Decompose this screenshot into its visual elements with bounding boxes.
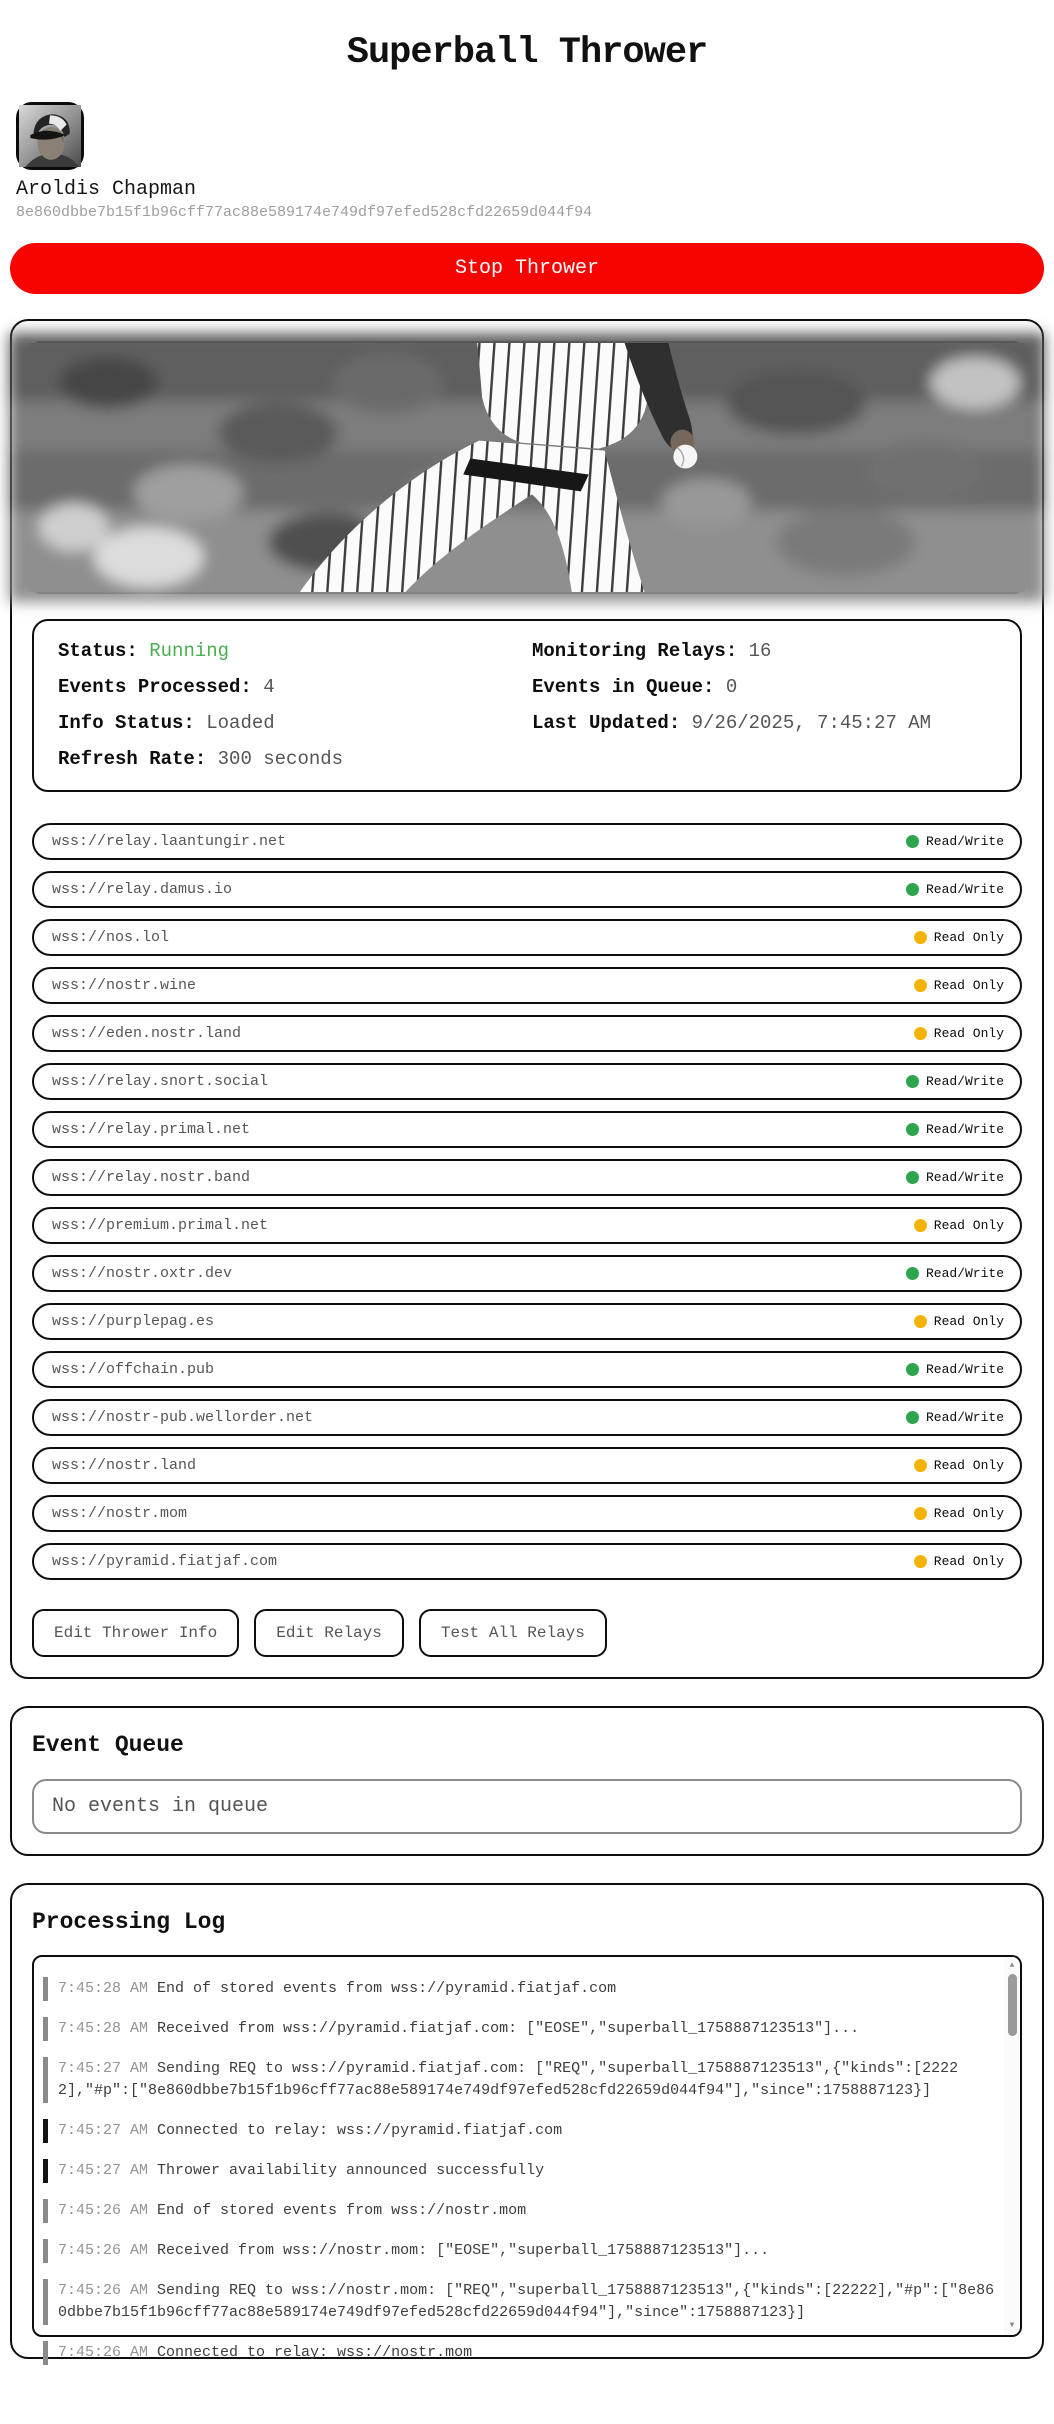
relay-item (32, 1159, 1022, 1196)
relay-access-label: Read Only (933, 1554, 1004, 1569)
relay-url: wss://nostr.oxtr.dev (52, 1265, 233, 1282)
relay-url: wss://eden.nostr.land (52, 1025, 242, 1042)
relay-url: wss://relay.snort.social (52, 1073, 269, 1090)
relay-item (32, 967, 1022, 1004)
relay-access-label: Read/Write (925, 1122, 1004, 1137)
action-buttons (32, 1609, 1022, 1657)
log-entry (43, 2279, 995, 2325)
relay-status-dot-icon (914, 1219, 927, 1232)
log-entry (43, 2199, 995, 2223)
relay-access-label: Read/Write (925, 882, 1004, 897)
status-value: 0 (725, 676, 738, 698)
relay-item (32, 1015, 1022, 1052)
log-entry (43, 2341, 995, 2365)
relay-item (32, 919, 1022, 956)
relay-access-label: Read/Write (925, 1170, 1004, 1185)
relay-item (32, 1255, 1022, 1292)
relay-url: wss://pyramid.fiatjaf.com (52, 1553, 278, 1570)
relay-item (32, 1063, 1022, 1100)
relay-access-label: Read Only (933, 1506, 1004, 1521)
relay-access-badge (906, 1410, 1004, 1425)
processing-log-card (10, 1883, 1044, 2359)
status-label: Events Processed: (58, 676, 252, 698)
status-label: Info Status: (58, 712, 195, 734)
relay-status-dot-icon (914, 1315, 927, 1328)
relay-item (32, 871, 1022, 908)
relay-access-badge (906, 1170, 1004, 1185)
relay-status-dot-icon (914, 1555, 927, 1568)
relay-access-badge (906, 1122, 1004, 1137)
log-message: Received from wss://pyramid.fiatjaf.com: ["EOSE","superball_1758887123513"]... (157, 2020, 860, 2037)
status-field (58, 746, 522, 773)
relay-access-badge (914, 1314, 1004, 1329)
relay-status-dot-icon (914, 979, 927, 992)
relay-status-dot-icon (906, 1363, 919, 1376)
relay-url: wss://purplepag.es (52, 1313, 215, 1330)
status-panel (32, 619, 1022, 792)
log-message: Sending REQ to wss://nostr.mom: ["REQ","superball_1758887123513",{"kinds":[22222],"#p":["8e860dbbe7b15f1b96cff77ac88e589174e749df97efed528cfd22659d044f94"],"since":1758887123}] (58, 2282, 995, 2321)
relay-access-label: Read Only (933, 1314, 1004, 1329)
log-message: Connected to relay: wss://nostr.mom (157, 2344, 473, 2361)
processing-log-title: Processing Log (32, 1909, 226, 1935)
relay-item (32, 1495, 1022, 1532)
status-field (58, 674, 522, 701)
log-timestamp: 7:45:26 AM (58, 2202, 149, 2219)
scrollbar-thumb[interactable] (1008, 1974, 1017, 2036)
action-button-edit-thrower-info[interactable]: Edit Thrower Info (32, 1609, 239, 1657)
status-field (58, 638, 522, 665)
relay-url: wss://relay.damus.io (52, 881, 233, 898)
relay-url: wss://nostr.wine (52, 977, 197, 994)
relay-url: wss://relay.primal.net (52, 1121, 251, 1138)
relay-item (32, 1447, 1022, 1484)
event-queue-card (10, 1706, 1044, 1856)
relay-url: wss://nostr-pub.wellorder.net (52, 1409, 314, 1426)
relay-access-badge (914, 930, 1004, 945)
profile-name: Aroldis Chapman (16, 178, 197, 201)
log-timestamp: 7:45:28 AM (58, 2020, 149, 2037)
log-timestamp: 7:45:27 AM (58, 2122, 149, 2139)
relay-access-badge (914, 1554, 1004, 1569)
relay-item (32, 1111, 1022, 1148)
log-scroll-area[interactable] (34, 1957, 1003, 2361)
relay-status-dot-icon (914, 1459, 927, 1472)
relay-url: wss://offchain.pub (52, 1361, 215, 1378)
status-label: Events in Queue: (532, 676, 715, 698)
relay-access-badge (906, 882, 1004, 897)
relay-list (32, 823, 1022, 1580)
thrower-card (10, 319, 1044, 1679)
processing-log-box (32, 1955, 1022, 2361)
relay-status-dot-icon (914, 1507, 927, 1520)
relay-access-label: Read/Write (925, 1410, 1004, 1425)
relay-url: wss://nostr.land (52, 1457, 197, 1474)
log-entry (43, 1977, 995, 2001)
scrollbar-up-arrow-icon[interactable]: ▲ (1009, 1961, 1015, 1970)
relay-access-label: Read/Write (925, 1362, 1004, 1377)
relay-item (32, 1207, 1022, 1244)
relay-item (32, 823, 1022, 860)
status-label: Status: (58, 640, 138, 662)
relay-url: wss://relay.laantungir.net (52, 833, 287, 850)
relay-access-badge (914, 1218, 1004, 1233)
avatar-photo (19, 105, 81, 167)
relay-status-dot-icon (906, 883, 919, 896)
log-entry (43, 2119, 995, 2143)
scrollbar-down-arrow-icon[interactable]: ▼ (1009, 2321, 1015, 2330)
log-scrollbar[interactable] (1004, 1957, 1020, 2335)
relay-item (32, 1399, 1022, 1436)
relay-item (32, 1351, 1022, 1388)
pitcher-image (34, 343, 1020, 592)
relay-status-dot-icon (906, 1267, 919, 1280)
status-label: Last Updated: (532, 712, 681, 734)
relay-access-badge (914, 978, 1004, 993)
relay-access-badge (914, 1506, 1004, 1521)
relay-url: wss://premium.primal.net (52, 1217, 269, 1234)
relay-access-badge (914, 1026, 1004, 1041)
relay-access-label: Read Only (933, 1218, 1004, 1233)
status-field (532, 710, 996, 737)
log-timestamp: 7:45:28 AM (58, 1980, 149, 1997)
status-label: Refresh Rate: (58, 748, 207, 770)
relay-access-label: Read/Write (925, 1266, 1004, 1281)
log-timestamp: 7:45:26 AM (58, 2344, 149, 2361)
status-value: 4 (263, 676, 275, 698)
action-button-test-all-relays[interactable]: Test All Relays (419, 1609, 607, 1657)
status-value: 16 (748, 640, 772, 662)
relay-item (32, 1303, 1022, 1340)
log-entry (43, 2017, 995, 2041)
log-message: Sending REQ to wss://pyramid.fiatjaf.com: ["REQ","superball_1758887123513",{"kinds":[22222],"#p":["8e860dbbe7b15f1b96cff77ac88e589174e749df97efed528cfd22659d044f94"],"since":1758887123}] (58, 2060, 959, 2099)
log-timestamp: 7:45:26 AM (58, 2242, 149, 2259)
status-value: 9/26/2025, 7:45:27 AM (691, 712, 932, 734)
relay-status-dot-icon (906, 1123, 919, 1136)
log-entry (43, 2239, 995, 2263)
relay-access-label: Read Only (933, 930, 1004, 945)
log-message: Received from wss://nostr.mom: ["EOSE","superball_1758887123513"]... (157, 2242, 770, 2259)
relay-access-badge (906, 834, 1004, 849)
profile-section (16, 102, 1044, 221)
relay-status-dot-icon (906, 1171, 919, 1184)
status-label: Monitoring Relays: (532, 640, 738, 662)
relay-access-badge (914, 1458, 1004, 1473)
status-field (532, 674, 996, 701)
log-message: Connected to relay: wss://pyramid.fiatjaf.com (157, 2122, 563, 2139)
log-entry (43, 2159, 995, 2183)
status-field (58, 710, 522, 737)
relay-access-label: Read/Write (925, 834, 1004, 849)
relay-url: wss://nostr.mom (52, 1505, 188, 1522)
relay-access-badge (906, 1266, 1004, 1281)
relay-item (32, 1543, 1022, 1580)
log-entry (43, 2057, 995, 2103)
relay-status-dot-icon (906, 835, 919, 848)
log-message: End of stored events from wss://nostr.mom (157, 2202, 527, 2219)
status-value: Loaded (206, 712, 275, 734)
log-timestamp: 7:45:27 AM (58, 2060, 149, 2077)
event-queue-title: Event Queue (32, 1732, 184, 1758)
log-timestamp: 7:45:26 AM (58, 2282, 149, 2299)
thrower-photo (32, 341, 1022, 594)
relay-status-dot-icon (906, 1411, 919, 1424)
stop-thrower-button[interactable]: Stop Thrower (10, 243, 1044, 294)
avatar (16, 102, 84, 170)
relay-access-badge (906, 1362, 1004, 1377)
relay-access-label: Read Only (933, 1026, 1004, 1041)
status-value: 300 seconds (217, 748, 344, 770)
relay-access-badge (906, 1074, 1004, 1089)
status-field (532, 638, 996, 665)
log-timestamp: 7:45:27 AM (58, 2162, 149, 2179)
profile-pubkey: 8e860dbbe7b15f1b96cff77ac88e589174e749df97efed528cfd22659d044f94 (16, 204, 593, 221)
log-message: End of stored events from wss://pyramid.fiatjaf.com (157, 1980, 617, 1997)
log-message: Thrower availability announced successfully (157, 2162, 545, 2179)
event-queue-empty: No events in queue (32, 1779, 1022, 1834)
relay-status-dot-icon (906, 1075, 919, 1088)
relay-status-dot-icon (914, 1027, 927, 1040)
status-value: Running (149, 640, 230, 662)
relay-url: wss://relay.nostr.band (52, 1169, 251, 1186)
relay-status-dot-icon (914, 931, 927, 944)
relay-url: wss://nos.lol (52, 929, 170, 946)
relay-access-label: Read Only (933, 1458, 1004, 1473)
page-title: Superball Thrower (346, 32, 708, 74)
relay-access-label: Read Only (933, 978, 1004, 993)
relay-access-label: Read/Write (925, 1074, 1004, 1089)
action-button-edit-relays[interactable]: Edit Relays (254, 1609, 404, 1657)
